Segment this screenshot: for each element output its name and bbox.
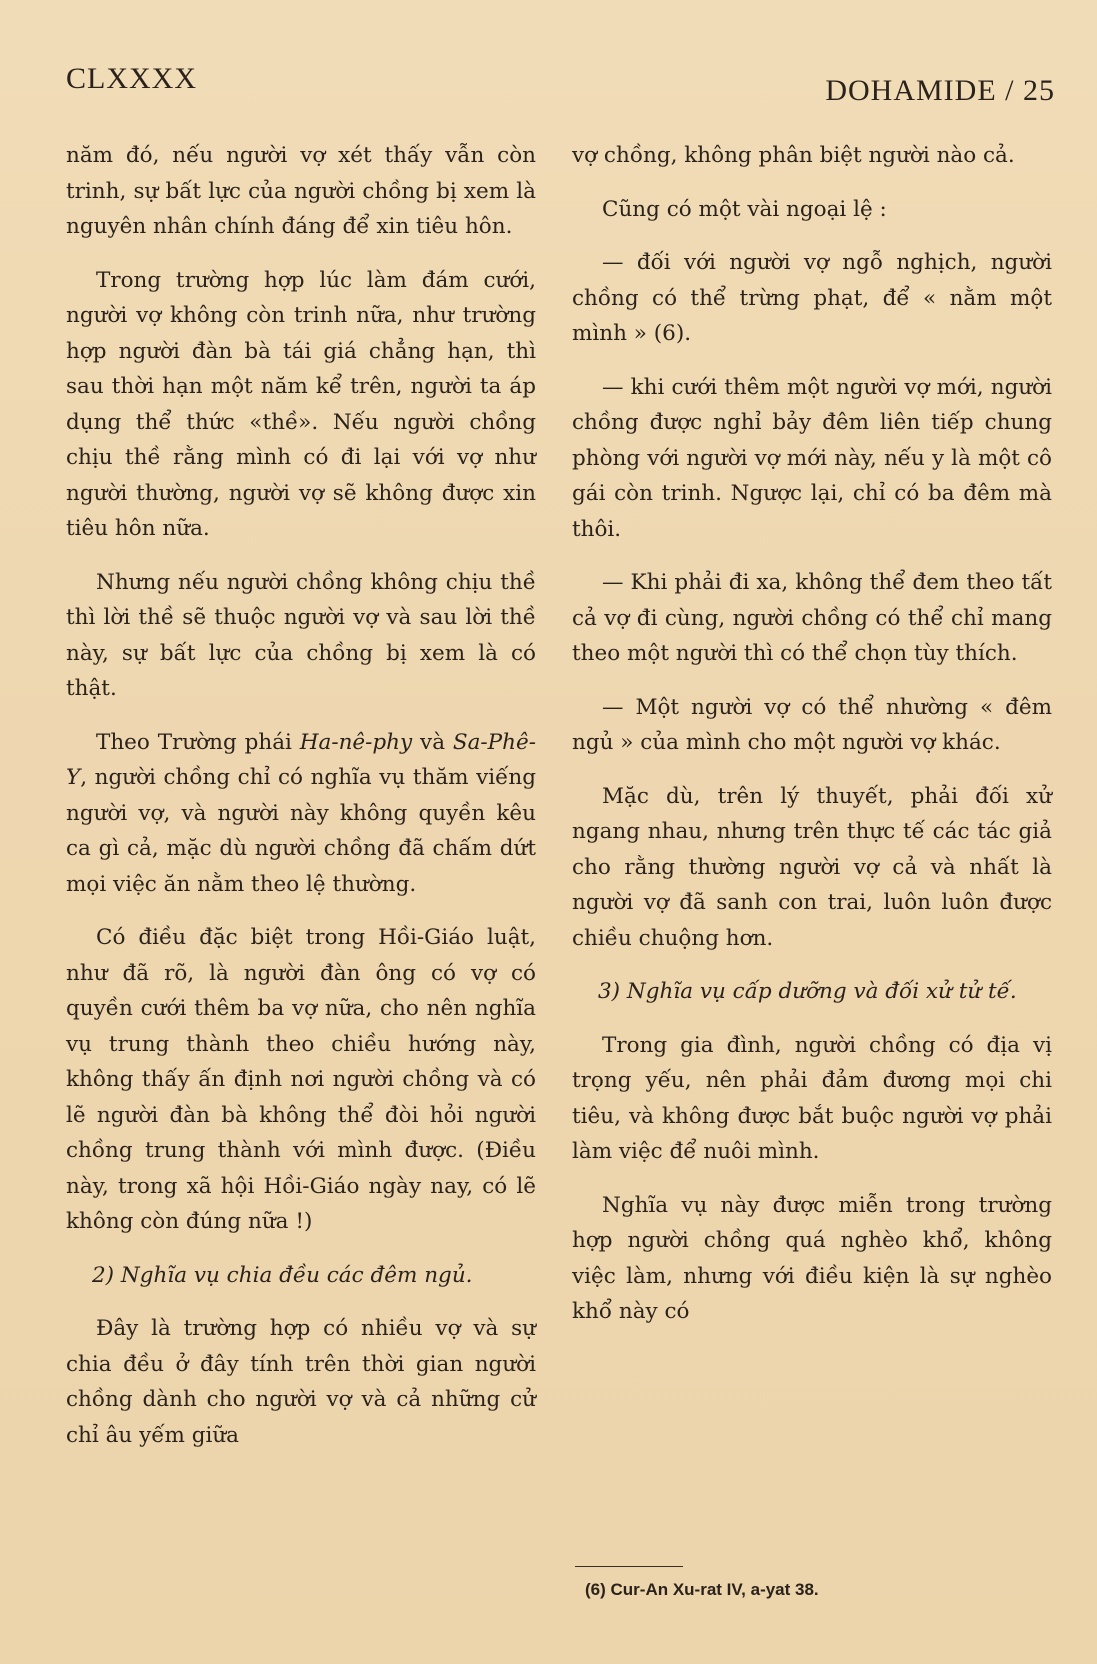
- paragraph: Có điều đặc biệt trong Hồi-Giáo luật, như đã rõ, là người đàn ông có vợ có quyền cưới thêm ba vợ nữa, cho nên nghĩa vụ trung thành theo chiều hướng này, không thấy ấn định nơi người chồng và có lẽ người đàn bà không thể đòi hỏi người chồng trung thành với mình được. (Điều này, trong xã hội Hồi-Giáo ngày nay, có lẽ không còn đúng nữa !): [66, 925, 536, 1234]
- page-header-right: DOHAMIDE / 25: [825, 74, 1055, 107]
- text-run: , người chồng chỉ có nghĩa vụ thăm viếng người vợ, và người này không quyền kêu ca gì cả, mặc dù người chồng đã chấm dứt mọi việc ăn nằm theo lệ thường.: [66, 765, 536, 897]
- paragraph: Trong gia đình, người chồng có địa vị trọng yếu, nên phải đảm đương mọi chi tiêu, và không được bắt buộc người vợ phải làm việc để nuôi mình.: [572, 1032, 1052, 1164]
- paragraph: Đây là trường hợp có nhiều vợ và sự chia đều ở đây tính trên thời gian người chồng dành cho người vợ và cả những cử chỉ âu yếm giữa: [66, 1316, 536, 1448]
- paragraph: năm đó, nếu người vợ xét thấy vẫn còn trinh, sự bất lực của người chồng bị xem là nguyên nhân chính đáng để xin tiêu hôn.: [66, 143, 536, 239]
- paragraph: — Khi phải đi xa, không thể đem theo tất cả vợ đi cùng, người chồng có thể chỉ mang theo một người thì có thể chọn tùy thích.: [572, 570, 1052, 666]
- paragraph: — khi cưới thêm một người vợ mới, người chồng được nghỉ bảy đêm liên tiếp chung phòng với người vợ mới này, nếu y là một cô gái còn trinh. Ngược lại, chỉ có ba đêm mà thôi.: [572, 374, 1052, 542]
- paragraph: — Một người vợ có thể nhường « đêm ngủ » của mình cho một người vợ khác.: [572, 694, 1052, 755]
- page-header-left: CLXXXX: [66, 62, 197, 95]
- text-run: và: [412, 729, 453, 755]
- footnote: (6) Cur-An Xu-rat IV, a-yat 38.: [585, 1580, 819, 1599]
- section-heading: 2) Nghĩa vụ chia đều các đêm ngủ.: [92, 1262, 473, 1288]
- paragraph: Trong trường hợp lúc làm đám cưới, người vợ không còn trinh nữa, như trường hợp người đàn bà tái giá chẳng hạn, thì sau thời hạn một năm kể trên, người ta áp dụng thể thức «thề». Nếu người chồng chịu thề rằng mình có đi lại với vợ như người thường, người vợ sẽ không được xin tiêu hôn nữa.: [66, 267, 536, 541]
- right-column: [572, 138, 1052, 1348]
- paragraph: Nghĩa vụ này được miễn trong trường hợp người chồng quá nghèo khổ, không việc làm, nhưng với điều kiện là sự nghèo khổ này có: [572, 1192, 1052, 1324]
- paragraph: — đối với người vợ ngỗ nghịch, người chồng có thể trừng phạt, để « nằm một mình » (6).: [572, 250, 1052, 346]
- text-run: Theo Trường phái: [96, 729, 300, 755]
- paragraph: vợ chồng, không phân biệt người nào cả.: [572, 143, 1015, 168]
- section-heading: 3) Nghĩa vụ cấp dưỡng và đối xử tử tế.: [598, 979, 1017, 1004]
- footnote-rule: [575, 1566, 683, 1567]
- paragraph: Cũng có một vài ngoại lệ :: [602, 196, 887, 222]
- left-column: [66, 138, 536, 1471]
- paragraph: Nhưng nếu người chồng không chịu thề thì lời thề sẽ thuộc người vợ và sau lời thề này, sự bất lực của chồng bị xem là có thật.: [66, 569, 536, 701]
- school-name: Ha-nê-phy: [299, 729, 413, 755]
- paragraph: [66, 725, 536, 903]
- paragraph: Mặc dù, trên lý thuyết, phải đối xử ngang nhau, nhưng trên thực tế các tác giả cho rằng thường người vợ cả và nhất là người vợ đã sanh con trai, luôn luôn được chiều chuộng hơn.: [572, 783, 1052, 951]
- school-name: Sa-Phê-Y: [66, 729, 536, 790]
